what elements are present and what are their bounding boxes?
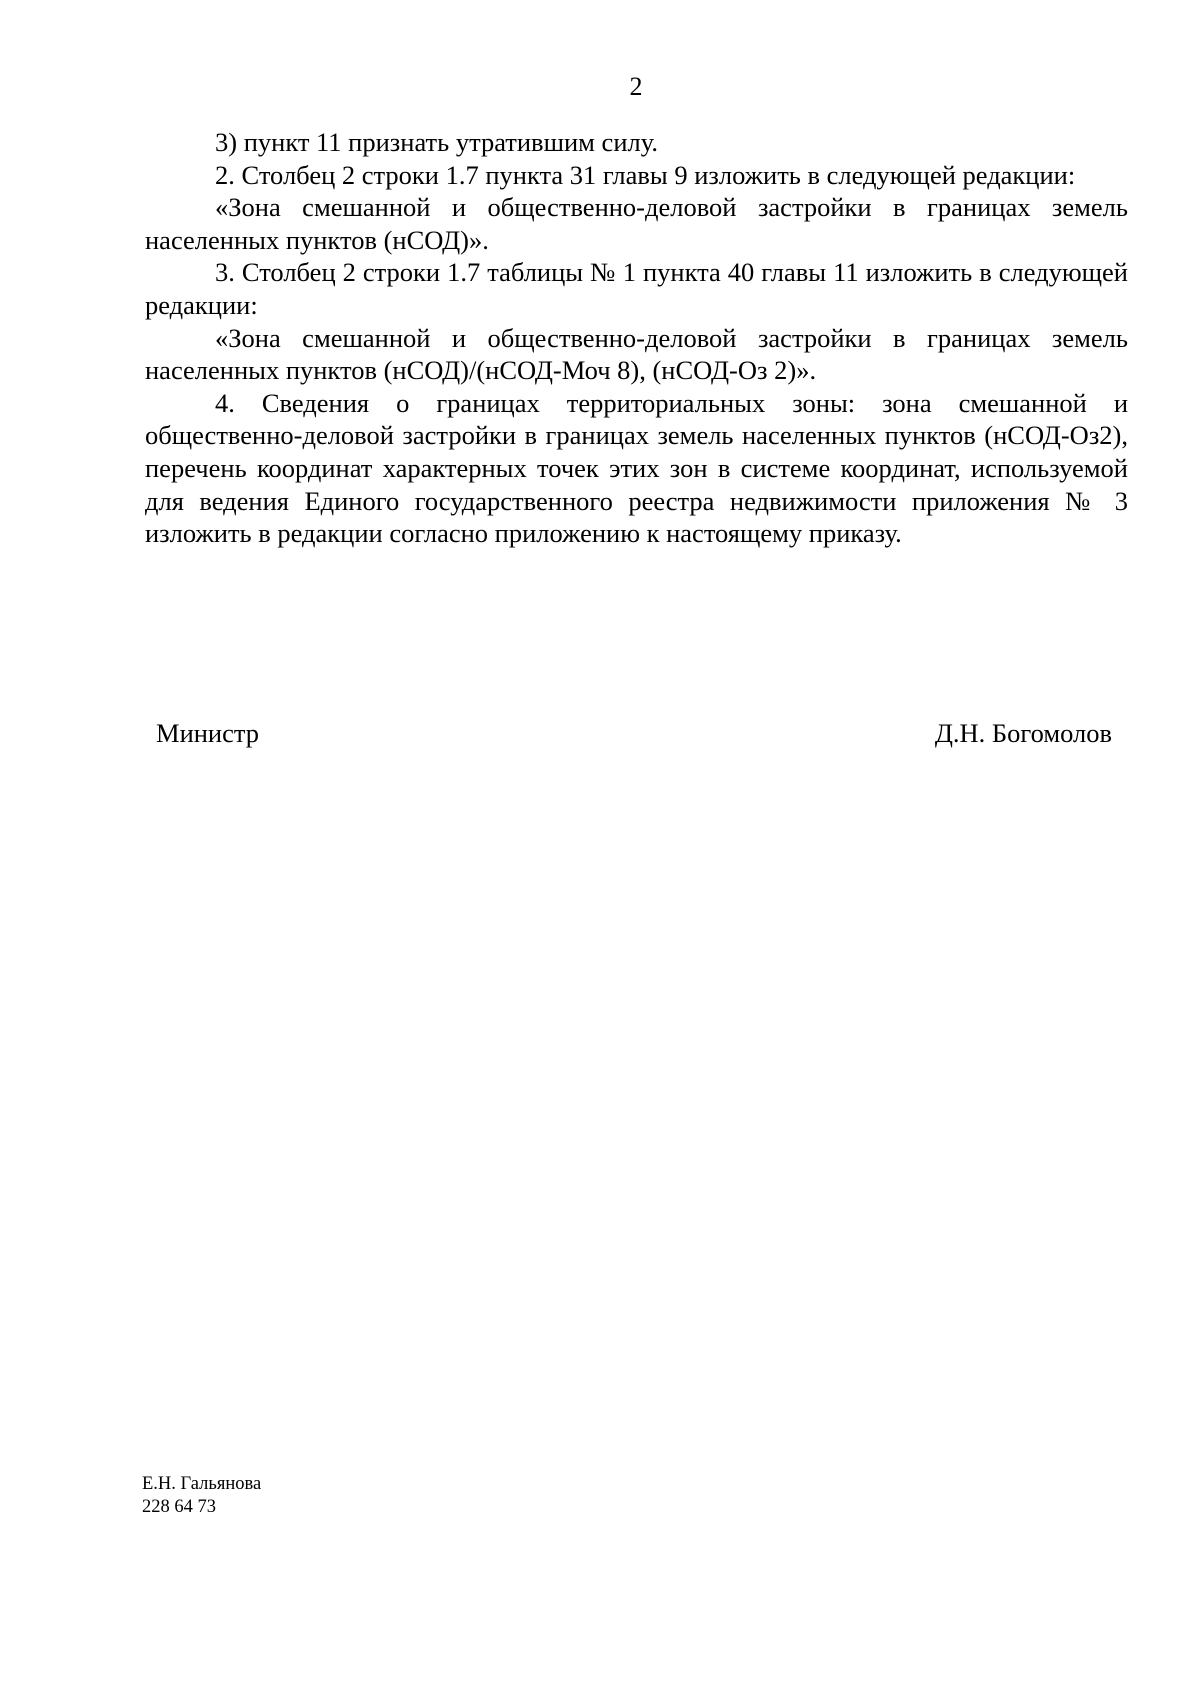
signatory-name: Д.Н. Богомолов [934, 718, 1112, 748]
executor-phone: 228 64 73 [142, 1497, 216, 1517]
document-body [145, 126, 1128, 550]
executor-name: Е.Н. Гальянова [142, 1474, 262, 1494]
paragraph-item-3-clause: 3) пункт 11 признать утратившим силу. [215, 127, 658, 157]
paragraph-amendment-3: 3. Столбец 2 строки 1.7 таблицы № 1 пункта 40 главы 11 изложить в следующей редакции: [145, 257, 1128, 320]
executor-block [142, 1473, 261, 1519]
paragraph-amendment-2-text: «Зона смешанной и общественно-деловой застройки в границах земель населенных пунктов (нСОД)». [145, 192, 1128, 255]
page-number: 2 [629, 72, 643, 101]
paragraph-amendment-2: 2. Столбец 2 строки 1.7 пункта 31 главы 9 изложить в следующей редакции: [215, 159, 1076, 190]
paragraph-amendment-3-text: «Зона смешанной и общественно-деловой застройки в границах земель населенных пунктов (нСОД)/(нСОД-Моч 8), (нСОД-Оз 2)». [145, 322, 1128, 386]
signatory-position: Министр [156, 718, 260, 748]
paragraph-amendment-4: 4. Сведения о границах территориальных зоны: зона смешанной и общественно-деловой застройки в границах земель населенных пунктов (нСОД-Оз2), перечень координат характерных точек этих зон в системе координат, используемой для ведения Единого государственного реестра недвижимости приложения № 3 изложить в редакции согласно приложению к настоящему приказу. [145, 387, 1128, 549]
